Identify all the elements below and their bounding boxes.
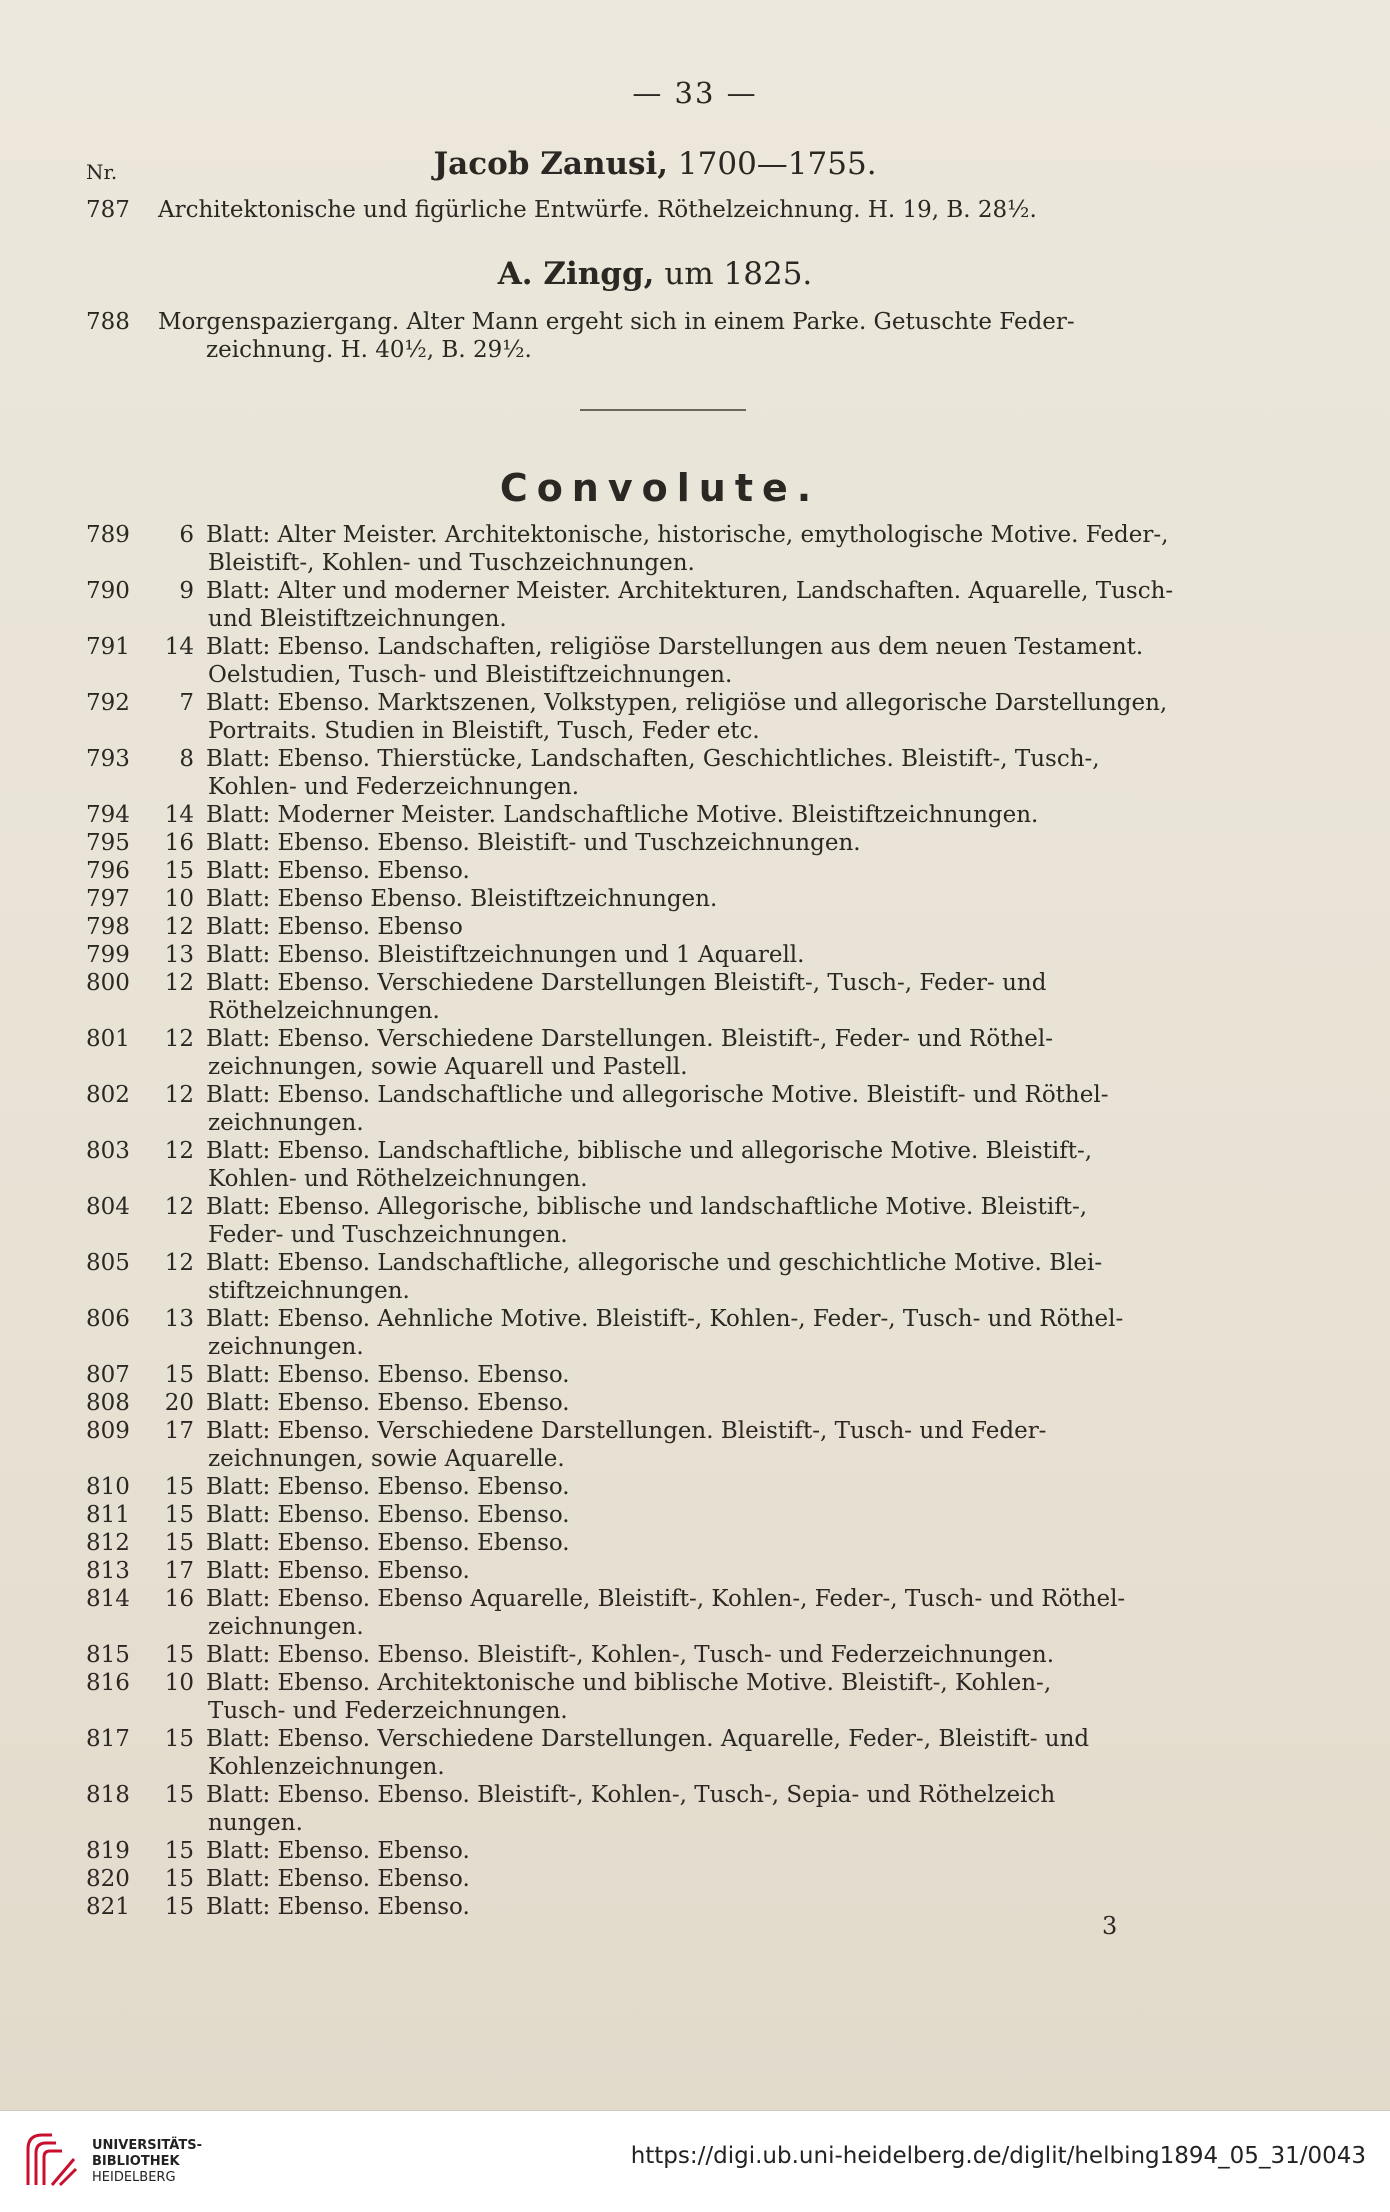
entry-text-line: Blatt: Ebenso. Ebenso. [206,1558,470,1584]
sheet-count: 7 [179,690,194,716]
entry-text-line: Blatt: Ebenso. Ebenso. Ebenso. [206,1530,570,1556]
sheet-count: 13 [164,942,194,968]
entry-number: 814 [86,1586,130,1612]
sheet-count: 12 [164,970,194,996]
entry-number: 793 [86,746,130,772]
entry-text-line: nungen. [208,1810,303,1836]
entry-text-line: Blatt: Ebenso. Ebenso. [206,1866,470,1892]
entry-text-line: Blatt: Ebenso. Ebenso Aquarelle, Bleistift-, Kohlen-, Feder-, Tusch- und Röthel- [206,1586,1126,1612]
library-name [92,2138,202,2186]
entry-number: 788 [86,309,130,335]
entry-number: 817 [86,1726,130,1752]
entry-text-line: Blatt: Ebenso. Landschaftliche, allegorische und geschichtliche Motive. Blei- [206,1250,1103,1276]
entry-number: 806 [86,1306,130,1332]
entry-text-line: Portraits. Studien in Bleistift, Tusch, Feder etc. [208,718,760,744]
entry-text-line: Morgenspaziergang. Alter Mann ergeht sich in einem Parke. Getuschte Feder- [158,309,1075,335]
entry-text-line: Tusch- und Federzeichnungen. [208,1698,568,1724]
entry-number: 790 [86,578,130,604]
entry-text-line: Blatt: Ebenso. Allegorische, biblische und landschaftliche Motive. Bleistift-, [206,1194,1088,1220]
sheet-count: 14 [164,802,194,828]
entry-text-line: Blatt: Alter Meister. Architektonische, historische, emythologische Motive. Feder-, [206,522,1169,548]
library-name-line: BIBLIOTHEK [92,2154,180,2169]
entry-text-line: Blatt: Ebenso. Landschaftliche, biblische und allegorische Motive. Bleistift-, [206,1138,1093,1164]
section-divider [580,409,746,411]
sheet-count: 20 [164,1390,194,1416]
section-title: Convolute. [499,466,821,510]
sheet-count: 16 [164,830,194,856]
entry-number: 798 [86,914,130,940]
signature-mark: 3 [1102,1912,1118,1940]
entry-number: 819 [86,1838,130,1864]
entry-text-line: Blatt: Ebenso. Ebenso. Ebenso. [206,1390,570,1416]
entry-number: 802 [86,1082,130,1108]
entry-number: 812 [86,1530,130,1556]
entry-text-line: Blatt: Ebenso. Aehnliche Motive. Bleistift-, Kohlen-, Feder-, Tusch- und Röthel- [206,1306,1124,1332]
artist-dates: 1700—1755. [677,146,877,182]
entry-text-line: Blatt: Ebenso. Ebenso. Bleistift-, Kohlen-, Tusch-, Sepia- und Röthelzeich [206,1782,1056,1808]
permalink-url[interactable]: https://digi.ub.uni-heidelberg.de/diglit/helbing1894_05_31/0043 [630,2143,1366,2169]
entry-text-line: zeichnungen, sowie Aquarell und Pastell. [208,1054,688,1080]
entry-text-line: und Bleistiftzeichnungen. [208,606,507,632]
artist-dates: um 1825. [664,256,813,292]
entry-text-line: Blatt: Ebenso. Ebenso. Ebenso. [206,1474,570,1500]
artist-name: Jacob Zanusi, [433,146,669,182]
entry-number: 787 [86,197,130,223]
sheet-count: 9 [179,578,194,604]
footer-bar [0,2110,1390,2212]
entry-text-line: Röthelzeichnungen. [208,998,440,1024]
sheet-count: 17 [164,1418,194,1444]
sheet-count: 15 [164,858,194,884]
sheet-count: 10 [164,886,194,912]
entry-text-line: Architektonische und figürliche Entwürfe. Röthelzeichnung. H. 19, B. 28½. [158,197,1037,223]
entry-number: 796 [86,858,130,884]
entry-text-line: Blatt: Ebenso. Ebenso. [206,1894,470,1920]
entry-text-line: Bleistift-, Kohlen- und Tuschzeichnungen. [208,550,695,576]
entry-number: 803 [86,1138,130,1164]
sheet-count: 15 [164,1502,194,1528]
entry-text-line: Blatt: Ebenso. Ebenso. [206,1838,470,1864]
entry-text-line: Blatt: Ebenso. Verschiedene Darstellungen. Aquarelle, Feder-, Bleistift- und [206,1726,1090,1752]
entry-text-line: Kohlen- und Federzeichnungen. [208,774,580,800]
sheet-count: 13 [164,1306,194,1332]
entry-text-line: Blatt: Ebenso. Verschiedene Darstellungen. Bleistift-, Tusch- und Feder- [206,1418,1047,1444]
entry-number: 795 [86,830,130,856]
sheet-count: 8 [179,746,194,772]
entry-text-line: Blatt: Ebenso. Marktszenen, Volkstypen, religiöse und allegorische Darstellungen, [206,690,1168,716]
entry-number: 810 [86,1474,130,1500]
entry-number: 801 [86,1026,130,1052]
entry-text-line: zeichnungen. [208,1110,364,1136]
entry-text-line: zeichnungen, sowie Aquarelle. [208,1446,565,1472]
entry-text-line: Blatt: Ebenso. Landschaftliche und allegorische Motive. Bleistift- und Röthel- [206,1082,1109,1108]
page-number: — 33 — [632,76,758,110]
entry-number: 789 [86,522,130,548]
entry-number: 808 [86,1390,130,1416]
entry-text-line: Kohlenzeichnungen. [208,1754,445,1780]
entry-text-line: Blatt: Ebenso Ebenso. Bleistiftzeichnungen. [206,886,718,912]
entry-text-line: Blatt: Ebenso. Ebenso. Bleistift- und Tuschzeichnungen. [206,830,861,856]
entry-text-line: zeichnung. H. 40½, B. 29½. [206,337,532,363]
entry-text-line: Kohlen- und Röthelzeichnungen. [208,1166,588,1192]
sheet-count: 12 [164,1026,194,1052]
sheet-count: 15 [164,1782,194,1808]
entry-text-line: Blatt: Moderner Meister. Landschaftliche Motive. Bleistiftzeichnungen. [206,802,1039,828]
sheet-count: 12 [164,1082,194,1108]
entry-number: 811 [86,1502,130,1528]
entry-number: 794 [86,802,130,828]
entry-number: 813 [86,1558,130,1584]
entry-number: 791 [86,634,130,660]
sheet-count: 15 [164,1642,194,1668]
entry-number: 797 [86,886,130,912]
university-library-logo-icon [22,2129,80,2191]
entry-number: 805 [86,1250,130,1276]
sheet-count: 15 [164,1894,194,1920]
entry-number: 799 [86,942,130,968]
entry-text-line: Blatt: Ebenso. Verschiedene Darstellungen Bleistift-, Tusch-, Feder- und [206,970,1047,996]
artist-heading-zanusi [0,146,1310,182]
entry-text-line: Oelstudien, Tusch- und Bleistiftzeichnungen. [208,662,733,688]
entry-number: 816 [86,1670,130,1696]
sheet-count: 15 [164,1726,194,1752]
entry-number: 804 [86,1194,130,1220]
nr-label: Nr. [86,160,118,184]
sheet-count: 15 [164,1866,194,1892]
entry-text-line: Blatt: Ebenso. Ebenso. Ebenso. [206,1502,570,1528]
sheet-count: 12 [164,914,194,940]
entry-text-line: Feder- und Tuschzeichnungen. [208,1222,568,1248]
sheet-count: 17 [164,1558,194,1584]
sheet-count: 12 [164,1194,194,1220]
entry-text-line: Blatt: Ebenso. Ebenso. Ebenso. [206,1362,570,1388]
sheet-count: 12 [164,1138,194,1164]
artist-name: A. Zingg, [497,256,655,292]
entry-text-line: Blatt: Ebenso. Verschiedene Darstellungen. Bleistift-, Feder- und Röthel- [206,1026,1053,1052]
entry-number: 821 [86,1894,130,1920]
sheet-count: 10 [164,1670,194,1696]
sheet-count: 16 [164,1586,194,1612]
entry-text-line: zeichnungen. [208,1334,364,1360]
sheet-count: 12 [164,1250,194,1276]
entry-text-line: Blatt: Ebenso. Architektonische und biblische Motive. Bleistift-, Kohlen-, [206,1670,1052,1696]
artist-heading-zingg [0,256,1310,292]
library-name-line: UNIVERSITÄTS- [92,2138,202,2153]
entry-number: 820 [86,1866,130,1892]
entry-text-line: Blatt: Ebenso. Ebenso. [206,858,470,884]
entry-text-line: Blatt: Ebenso. Thierstücke, Landschaften, Geschichtliches. Bleistift-, Tusch-, [206,746,1100,772]
entry-text-line: Blatt: Ebenso. Ebenso [206,914,463,940]
entry-text-line: Blatt: Ebenso. Bleistiftzeichnungen und 1 Aquarell. [206,942,805,968]
sheet-count: 15 [164,1530,194,1556]
entry-number: 800 [86,970,130,996]
sheet-count: 14 [164,634,194,660]
sheet-count: 15 [164,1838,194,1864]
entry-number: 809 [86,1418,130,1444]
sheet-count: 15 [164,1362,194,1388]
entry-number: 818 [86,1782,130,1808]
library-name-line: HEIDELBERG [92,2170,176,2185]
sheet-count: 15 [164,1474,194,1500]
entry-number: 807 [86,1362,130,1388]
entry-number: 815 [86,1642,130,1668]
entry-number: 792 [86,690,130,716]
entry-text-line: Blatt: Alter und moderner Meister. Architekturen, Landschaften. Aquarelle, Tusch- [206,578,1174,604]
entry-text-line: Blatt: Ebenso. Ebenso. Bleistift-, Kohlen-, Tusch- und Federzeichnungen. [206,1642,1055,1668]
entry-text-line: stiftzeichnungen. [208,1278,410,1304]
sheet-count: 6 [179,522,194,548]
entry-text-line: zeichnungen. [208,1614,364,1640]
entry-text-line: Blatt: Ebenso. Landschaften, religiöse Darstellungen aus dem neuen Testament. [206,634,1144,660]
